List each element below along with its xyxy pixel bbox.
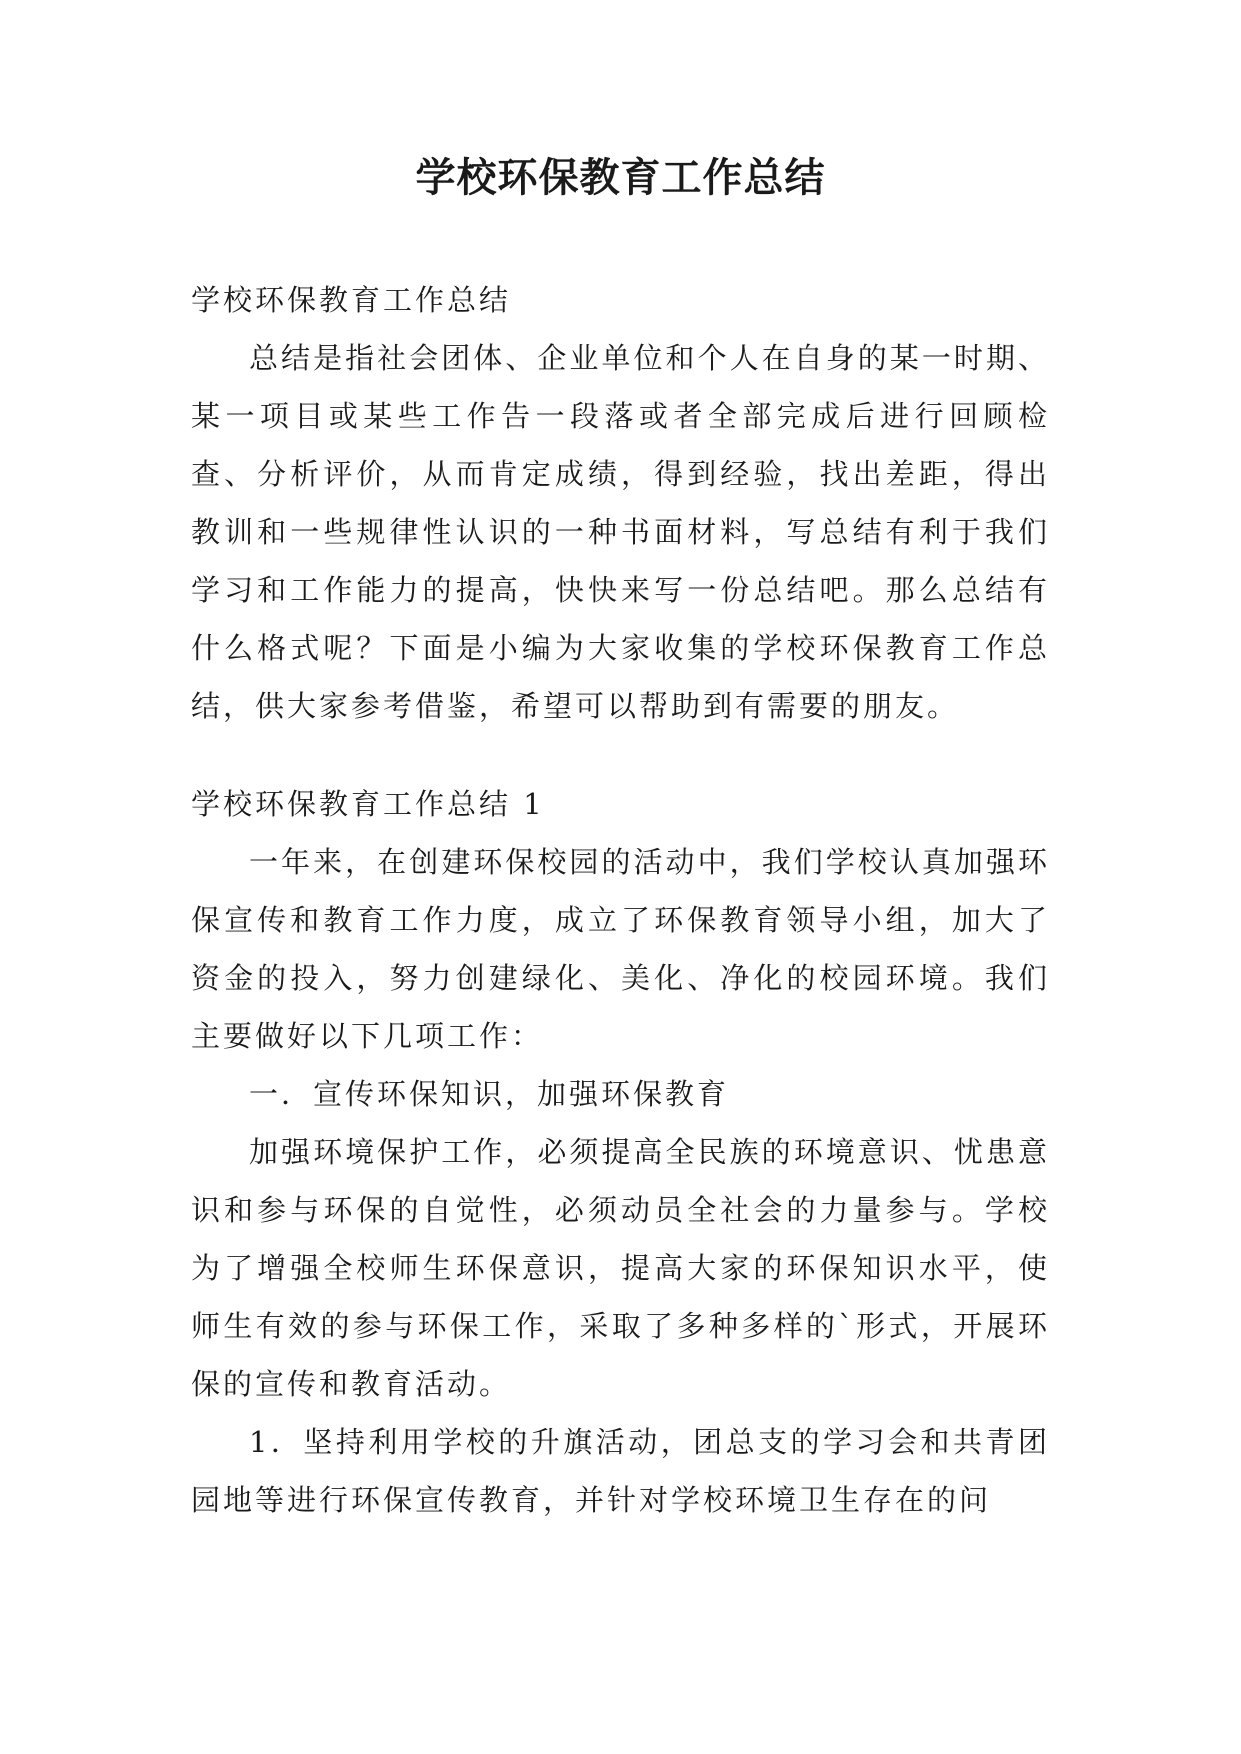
document-title: 学校环保教育工作总结 xyxy=(415,155,826,201)
section-spacer xyxy=(191,735,1050,775)
section-subheading: 一．宣传环保知识，加强环保教育 xyxy=(249,1077,730,1111)
document-body xyxy=(191,271,1050,1529)
section-heading: 学校环保教育工作总结 1 xyxy=(191,787,545,821)
section-paragraph: 1．坚持利用学校的升旗活动，团总支的学习会和共青团园地等进行环保宣传教育，并针对学校环境卫生存在的问 xyxy=(191,1425,1050,1517)
section-paragraph: 一年来，在创建环保校园的活动中，我们学校认真加强环保宣传和教育工作力度，成立了环保教育领导小组，加大了资金的投入，努力创建绿化、美化、净化的校园环境。我们主要做好以下几项工作： xyxy=(191,845,1050,1053)
intro-heading: 学校环保教育工作总结 xyxy=(191,283,512,317)
section-paragraph: 加强环境保护工作，必须提高全民族的环境意识、忧患意识和参与环保的自觉性，必须动员全社会的力量参与。学校为了增强全校师生环保意识，提高大家的环保知识水平，使师生有效的参与环保工作，采取了多种多样的`形式，开展环保的宣传和教育活动。 xyxy=(191,1135,1050,1401)
intro-paragraph: 总结是指社会团体、企业单位和个人在自身的某一时期、某一项目或某些工作告一段落或者全部完成后进行回顾检查、分析评价，从而肯定成绩，得到经验，找出差距，得出教训和一些规律性认识的一种书面材料，写总结有利于我们学习和工作能力的提高，快快来写一份总结吧。那么总结有什么格式呢？下面是小编为大家收集的学校环保教育工作总结，供大家参考借鉴，希望可以帮助到有需要的朋友。 xyxy=(191,341,1050,723)
